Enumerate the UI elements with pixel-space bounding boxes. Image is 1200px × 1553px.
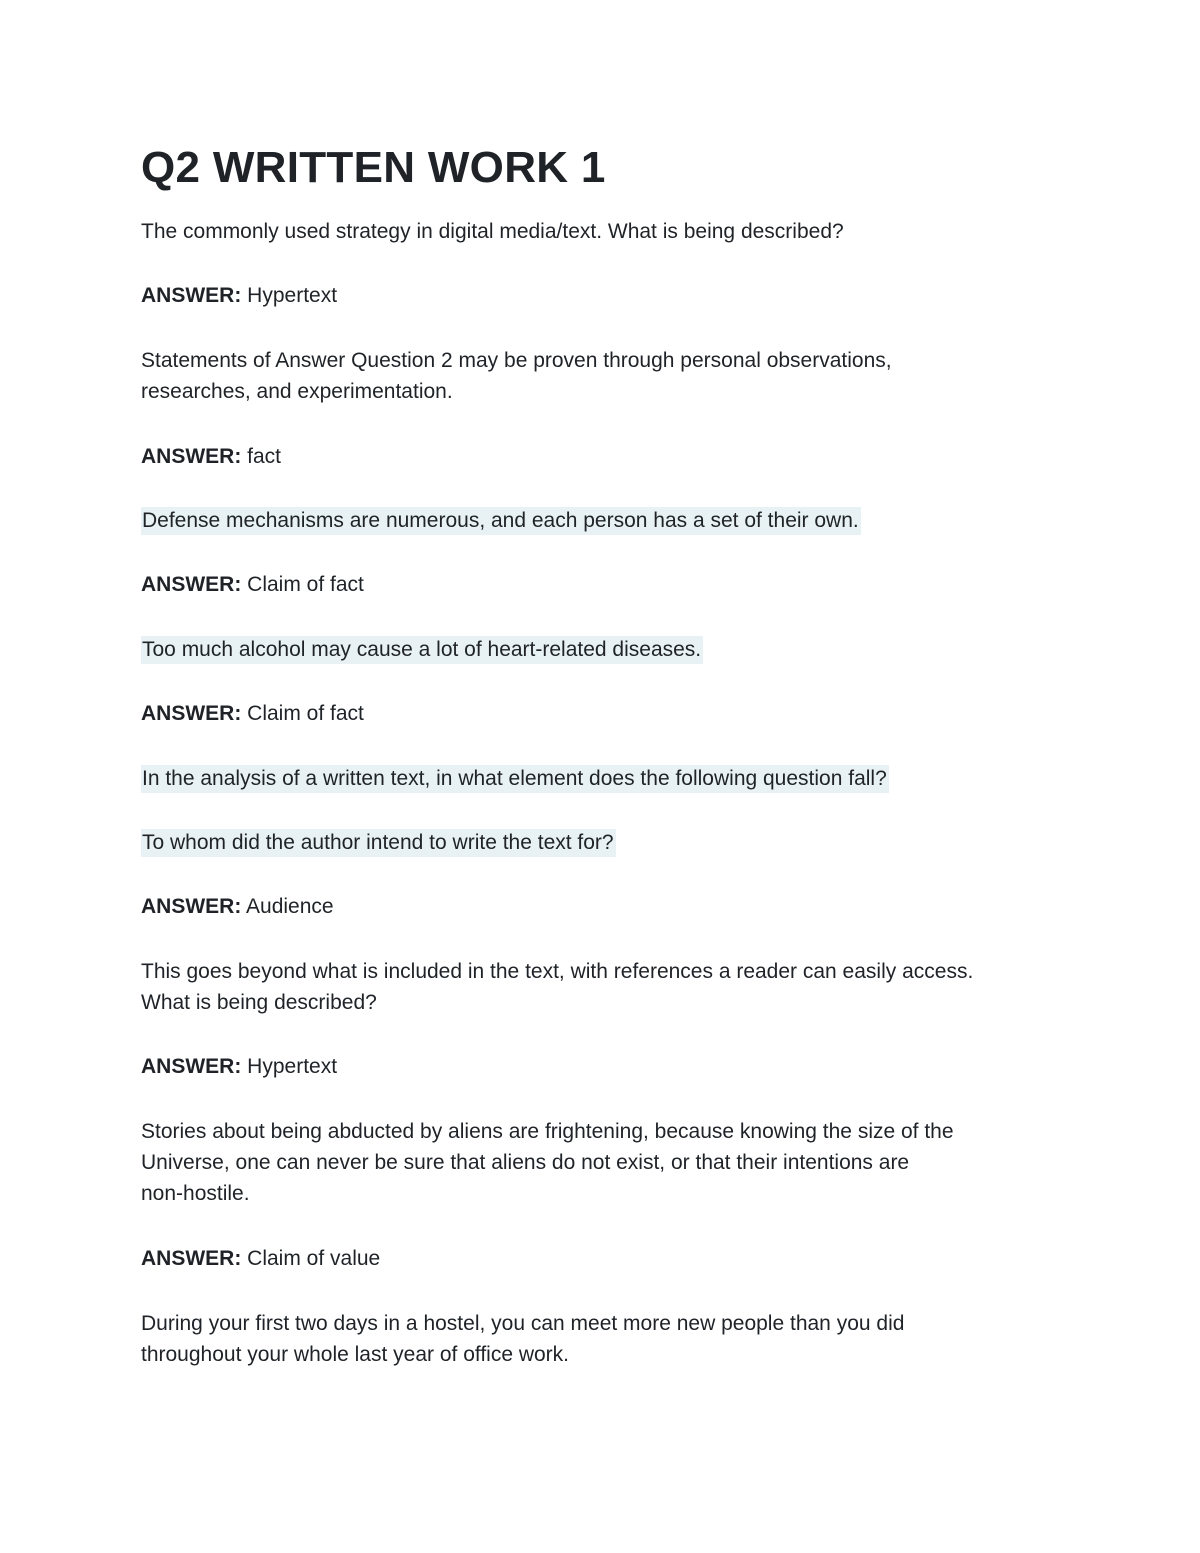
answer-1	[141, 280, 337, 311]
question-7-line-3: non-hostile.	[141, 1182, 250, 1205]
answer-label: ANSWER:	[141, 1055, 242, 1078]
answer-label: ANSWER:	[141, 573, 242, 596]
question-5-line-1	[141, 763, 889, 794]
question-6-line-2: What is being described?	[141, 991, 377, 1014]
answer-7	[141, 1243, 380, 1274]
highlighted-text: Too much alcohol may cause a lot of heart-related diseases.	[141, 636, 703, 664]
question-7-line-2: Universe, one can never be sure that aliens do not exist, or that their intentions are	[141, 1151, 910, 1174]
highlighted-text: In the analysis of a written text, in what element does the following question fall?	[141, 765, 889, 793]
answer-4	[141, 698, 364, 729]
question-3-line-1	[141, 505, 861, 536]
answer-text: Claim of fact	[247, 702, 364, 725]
answer-label: ANSWER:	[141, 895, 242, 918]
answer-label: ANSWER:	[141, 1247, 242, 1270]
page-title: Q2 WRITTEN WORK 1	[141, 143, 606, 192]
question-1-line-1: The commonly used strategy in digital media/text. What is being described?	[141, 220, 844, 243]
answer-3	[141, 569, 364, 600]
highlighted-text: To whom did the author intend to write the text for?	[141, 829, 616, 857]
question-8-line-2: throughout your whole last year of office work.	[141, 1343, 570, 1366]
answer-text: Hypertext	[247, 1055, 338, 1078]
question-5-sub-question	[141, 827, 616, 858]
answer-text: Hypertext	[247, 284, 338, 307]
question-7-line-1: Stories about being abducted by aliens are frightening, because knowing the size of the	[141, 1120, 954, 1143]
answer-text: Claim of value	[247, 1247, 381, 1270]
question-2-line-2: researches, and experimentation.	[141, 380, 453, 403]
answer-label: ANSWER:	[141, 702, 242, 725]
question-2-line-1: Statements of Answer Question 2 may be proven through personal observations,	[141, 349, 892, 372]
answer-6	[141, 1051, 337, 1082]
question-4-line-1	[141, 634, 703, 665]
answer-text: Claim of fact	[247, 573, 364, 596]
answer-label: ANSWER:	[141, 445, 242, 468]
answer-5	[141, 891, 334, 922]
question-8-line-1: During your first two days in a hostel, you can meet more new people than you did	[141, 1312, 905, 1335]
answer-text: fact	[247, 445, 282, 468]
answer-text: Audience	[246, 895, 334, 918]
question-6-line-1: This goes beyond what is included in the text, with references a reader can easily access.	[141, 960, 974, 983]
answer-label: ANSWER:	[141, 284, 242, 307]
answer-2	[141, 441, 281, 472]
highlighted-text: Defense mechanisms are numerous, and each person has a set of their own.	[141, 507, 861, 535]
